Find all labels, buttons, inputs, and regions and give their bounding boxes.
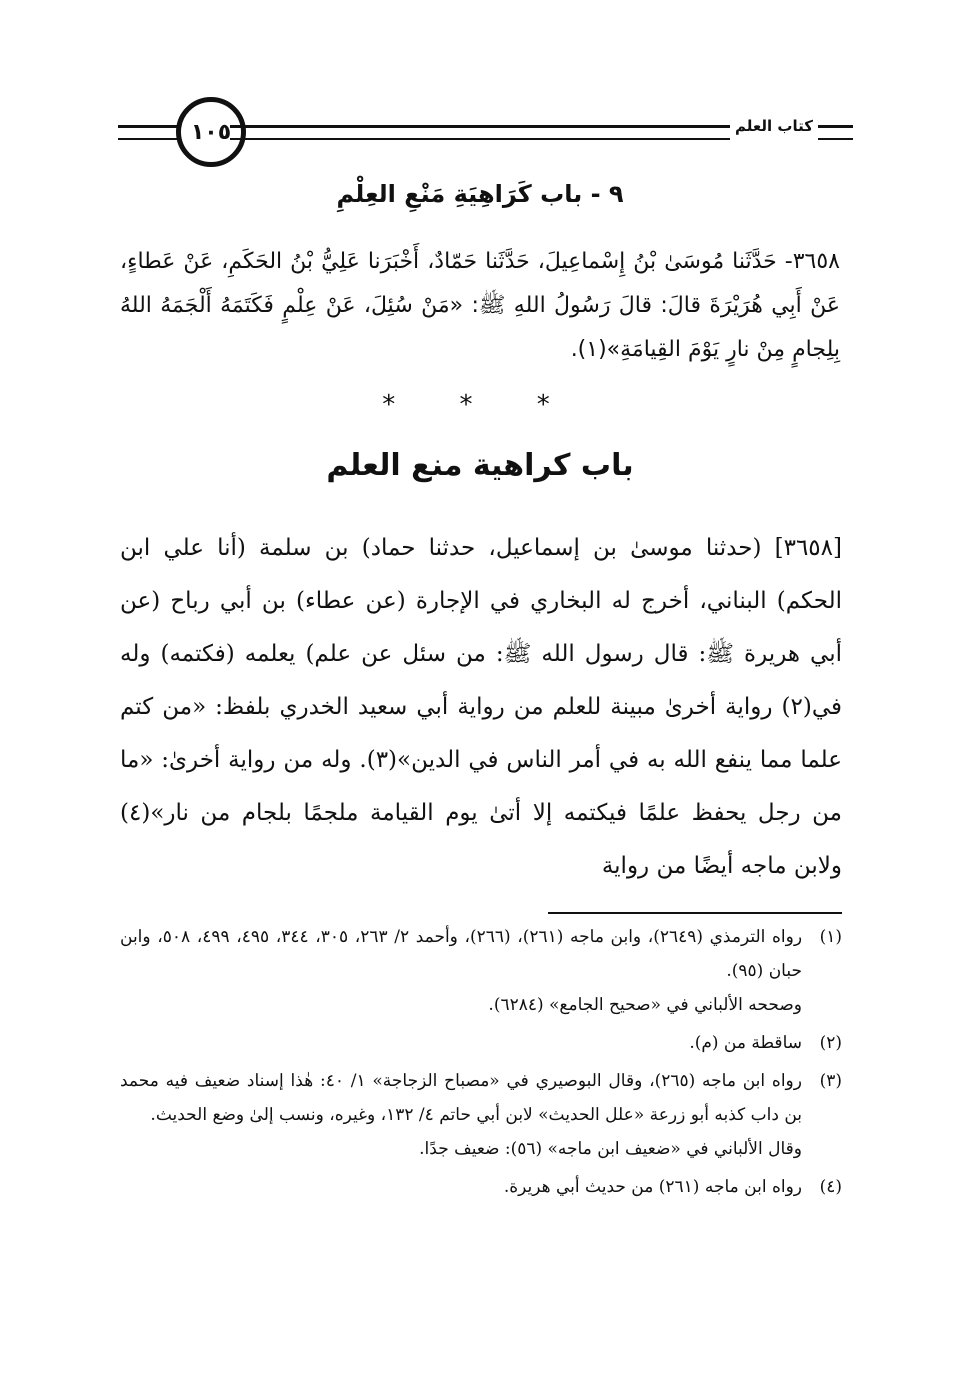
section-separator: * * * xyxy=(382,390,578,420)
header-rule-middle xyxy=(230,125,730,140)
footnote-number: (٣) xyxy=(819,1071,842,1091)
commentary-heading: باب كراهية منع العلم xyxy=(326,448,634,483)
footnote-number: (١) xyxy=(819,927,842,947)
page-number: ١٠٥ xyxy=(176,97,246,167)
footnote-extra: وصححه الألباني في «صحيح الجامع» (٦٢٨٤). xyxy=(488,995,802,1015)
footnote-4 xyxy=(120,1170,842,1204)
header-rule-right xyxy=(818,125,853,140)
footnote-text: ساقطة من (م). xyxy=(689,1033,802,1053)
footnote-2 xyxy=(120,1026,842,1060)
footnote-number: (٢) xyxy=(819,1033,842,1053)
footnote-3 xyxy=(120,1064,842,1132)
footnote-text: رواه ابن ماجه (٢٦١) من حديث أبي هريرة. xyxy=(503,1177,802,1197)
footnote-1 xyxy=(120,920,842,988)
footnotes xyxy=(120,920,842,1204)
footnote-text: رواه ابن ماجه (٢٦٥)، وقال البوصيري في «مصباح الزجاجة» ١/ ٤٠: هٰذا إسناد ضعيف فيه محمد بن داب كذبه أبو زرعة «علل الحديث» لابن أبي حاتم ٤/ ١٣٢، وغيره، ونسب إلىٰ وضع الحديث. xyxy=(120,1071,802,1125)
footnote-rule xyxy=(548,912,842,914)
running-head: كتاب العلم xyxy=(730,117,818,135)
footnote-number: (٤) xyxy=(819,1177,842,1197)
footnote-text: رواه الترمذي (٢٦٤٩)، وابن ماجه (٢٦١)، (٢٦٦)، وأحمد ٢/ ٢٦٣، ٣٠٥، ٣٤٤، ٤٩٥، ٤٩٩، ٥٠٨، وابن حبان (٩٥). xyxy=(120,927,803,981)
commentary-text: [٣٦٥٨] (حدثنا موسىٰ بن إسماعيل، حدثنا حماد) بن سلمة (أنا علي ابن الحكم) البناني، أخرج له البخاري في الإجارة (عن عطاء) بن أبي رباح (عن أبي هريرة ﷺ: قال رسول الله ﷺ: من سئل عن علم) يعلمه (فكتمه) وله في(٢) رواية أخرىٰ مبينة للعلم من رواية أبي سعيد الخدري بلفظ: «من كتم علما مما ينفع الله به في أمر الناس في الدين»(٣). وله من رواية أخرىٰ: «ما من رجل يحفظ علمًا فيكتمه إلا أتىٰ يوم القيامة ملجمًا بلجام من نار»(٤) ولابن ماجه أيضًا من رواية xyxy=(120,535,842,879)
hadith-text: ٣٦٥٨- حَدَّثَنا مُوسَىٰ بْنُ إِسْماعِيلَ، حَدَّثَنا حَمّادٌ، أَخْبَرَنا عَلِيُّ بْنُ الحَكَمِ، عَنْ عَطاءٍ، عَنْ أَبِي هُرَيْرَةَ قالَ: قالَ رَسُولُ اللهِ ﷺ: «مَنْ سُئِلَ، عَنْ عِلْمٍ فَكَتَمَهُ أَلْجَمَهُ اللهُ بِلِجامٍ مِنْ نارٍ يَوْمَ القِيامَةِ»(١). xyxy=(120,249,840,362)
commentary-body xyxy=(120,522,842,893)
page-header xyxy=(118,95,853,167)
footnote-extra: وقال الألباني في «ضعيف ابن ماجه» (٥٦): ضعيف جدًا. xyxy=(419,1139,802,1159)
chapter-heading: ٩ - باب كَرَاهِيَةِ مَنْعِ العِلْمِ xyxy=(336,180,624,208)
header-rule-left xyxy=(118,125,178,140)
